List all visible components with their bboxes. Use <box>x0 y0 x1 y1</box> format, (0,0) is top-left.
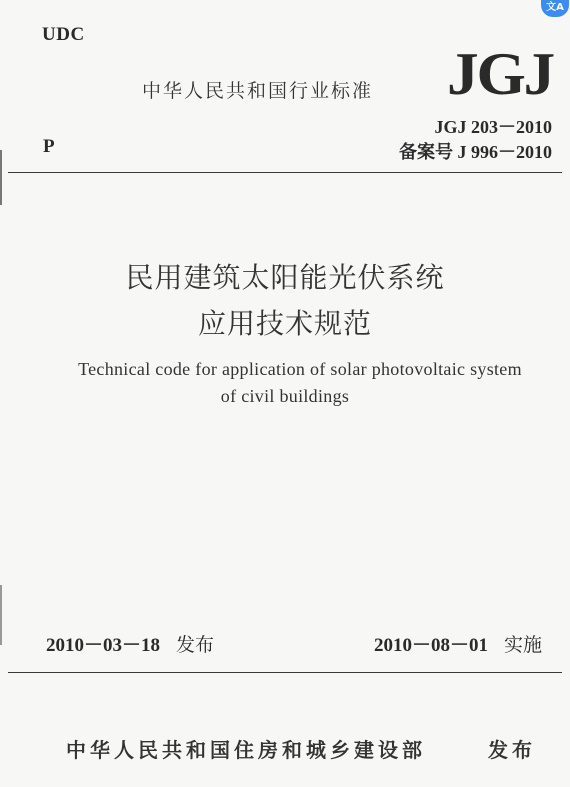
top-divider <box>8 172 562 173</box>
scan-edge-mark <box>0 585 2 645</box>
jgj-logo <box>445 42 557 102</box>
standard-code-block <box>399 115 552 165</box>
title-en-line1: Technical code for application of solar photovoltaic system <box>78 359 522 379</box>
standard-type: 中华人民共和国行业标准 <box>142 80 374 102</box>
title-en-line2: of civil buildings <box>220 386 350 406</box>
implement-date-block <box>374 630 542 657</box>
record-number: 备案号 J 996－2010 <box>399 142 552 162</box>
issue-date-block <box>46 630 214 657</box>
translate-icon[interactable]: 文A <box>541 0 569 17</box>
jgj-logo-mark <box>445 42 557 102</box>
category-label: P <box>43 136 55 157</box>
scan-edge-mark <box>0 150 2 205</box>
issuer-name: 中华人民共和国住房和城乡建设部 <box>66 738 426 762</box>
title-cn-line2: 应用技术规范 <box>197 307 372 340</box>
bottom-divider <box>8 672 562 673</box>
standard-code: JGJ 203－2010 <box>434 117 552 137</box>
issuer-issue-word: 发布 <box>488 738 536 762</box>
issue-word: 发布 <box>176 634 215 656</box>
implement-date: 2010－08－01 <box>374 635 489 656</box>
implement-word: 实施 <box>504 634 543 656</box>
issue-date: 2010－03－18 <box>46 635 161 656</box>
udc-label: UDC <box>42 24 85 45</box>
jgj-logo-text: JGJ <box>447 42 555 103</box>
title-cn-line1: 民用建筑太阳能光伏系统 <box>125 261 445 294</box>
